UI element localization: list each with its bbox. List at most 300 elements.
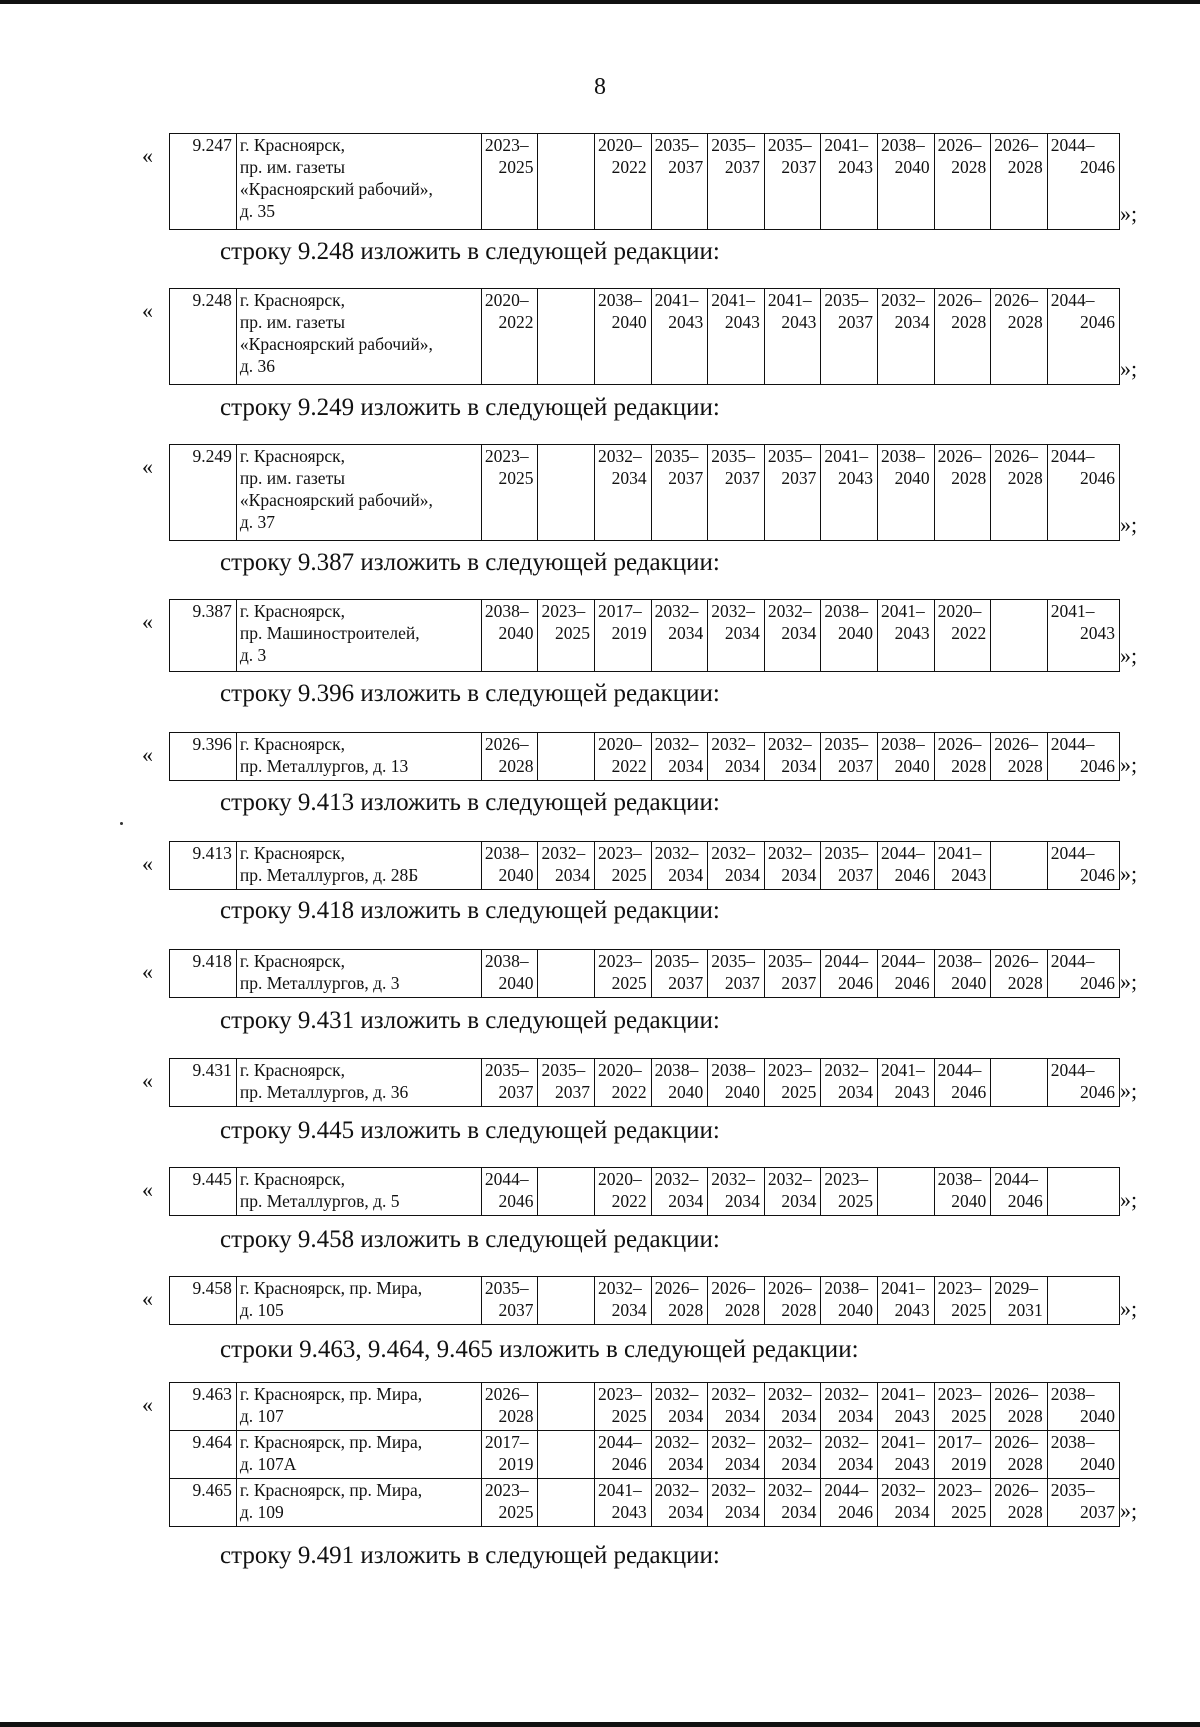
period-cell	[708, 289, 765, 385]
period-cell	[595, 842, 652, 890]
period-start: 2032–	[824, 1384, 869, 1404]
address-line: пр. им. газеты	[239, 312, 345, 332]
address-cell	[236, 733, 481, 781]
period-start: 2023–	[937, 1384, 982, 1404]
period-cell	[764, 950, 821, 998]
period-start: 2044–	[994, 1169, 1038, 1189]
period-cell	[538, 445, 595, 541]
period-cell	[991, 445, 1048, 541]
period-start: 2026–	[994, 1384, 1038, 1404]
period-end: 2022	[611, 157, 647, 177]
period-end: 2037	[498, 1082, 534, 1102]
period-end: 2019	[951, 1454, 987, 1474]
period-cell	[708, 600, 765, 672]
period-end: 2025	[555, 623, 591, 643]
period-start: 2038–	[824, 1278, 869, 1298]
address-line: д. 105	[239, 1300, 284, 1320]
period-start: 2044–	[1050, 135, 1095, 155]
period-end: 2037	[1080, 1502, 1115, 1522]
period-end: 2028	[1007, 468, 1043, 488]
address-cell	[236, 1059, 481, 1107]
period-end: 2034	[668, 1406, 704, 1426]
period-cell	[595, 445, 652, 541]
period-cell	[651, 134, 708, 230]
amendment-instruction: строку 9.458 изложить в следующей редакции:	[220, 1226, 720, 1253]
period-end: 2037	[724, 468, 760, 488]
period-start: 2035–	[824, 734, 869, 754]
period-start: 2044–	[881, 843, 925, 863]
period-end: 2034	[781, 756, 817, 776]
period-start: 2044–	[1050, 446, 1095, 466]
page-number: 8	[594, 74, 606, 100]
period-end: 2046	[1080, 157, 1115, 177]
closing-quote: »;	[1120, 1498, 1138, 1523]
period-end: 2037	[668, 973, 704, 993]
closing-quote: »;	[1120, 1078, 1138, 1103]
period-start: 2041–	[881, 1384, 925, 1404]
address-line: г. Красноярск,	[239, 1060, 346, 1080]
period-end: 2025	[498, 1502, 534, 1522]
period-start: 2041–	[881, 601, 925, 621]
period-end: 2040	[498, 623, 534, 643]
amendment-instruction: строку 9.445 изложить в следующей редакции:	[220, 1117, 720, 1144]
period-start: 2038–	[881, 135, 925, 155]
period-start: 2035–	[767, 951, 812, 971]
period-start: 2032–	[881, 1480, 925, 1500]
period-end: 2034	[781, 1191, 817, 1211]
address-cell	[236, 445, 481, 541]
period-cell	[651, 600, 708, 672]
period-end: 2040	[894, 468, 930, 488]
period-end: 2028	[498, 756, 534, 776]
scan-speck	[120, 822, 123, 825]
period-cell	[878, 842, 935, 890]
period-cell	[481, 1059, 538, 1107]
period-start: 2035–	[767, 135, 812, 155]
period-start: 2035–	[711, 951, 755, 971]
table-row	[170, 1479, 1120, 1527]
period-end: 2037	[668, 468, 704, 488]
period-cell	[708, 1059, 765, 1107]
period-cell	[708, 445, 765, 541]
address-cell	[236, 134, 481, 230]
period-cell	[1047, 842, 1119, 890]
period-cell	[708, 1168, 765, 1216]
period-cell	[934, 134, 991, 230]
period-start: 2032–	[711, 1480, 755, 1500]
row-number-cell: 9.463	[170, 1383, 237, 1431]
period-cell	[991, 733, 1048, 781]
closing-quote: »;	[1120, 356, 1138, 381]
period-end: 2025	[951, 1406, 987, 1426]
period-end: 2025	[951, 1502, 987, 1522]
period-end: 2022	[951, 623, 987, 643]
period-end: 2037	[781, 973, 817, 993]
period-cell	[595, 1479, 652, 1527]
period-cell	[481, 950, 538, 998]
period-cell	[538, 134, 595, 230]
period-start: 2038–	[937, 951, 982, 971]
opening-quote: «	[142, 742, 153, 767]
period-cell	[764, 445, 821, 541]
period-end: 2040	[1080, 1406, 1115, 1426]
period-cell	[1047, 1383, 1119, 1431]
period-cell	[651, 842, 708, 890]
row-number-cell: 9.387	[170, 600, 237, 672]
period-start: 2026–	[994, 135, 1038, 155]
address-line: «Красноярский рабочий»,	[239, 490, 433, 510]
period-end: 2046	[894, 973, 930, 993]
period-start: 2026–	[994, 1432, 1038, 1452]
period-end: 2040	[611, 312, 647, 332]
period-cell	[1047, 289, 1119, 385]
period-cell	[595, 1277, 652, 1325]
address-cell	[236, 1431, 481, 1479]
period-cell	[481, 1431, 538, 1479]
period-cell	[1047, 1168, 1119, 1216]
period-start: 2041–	[824, 446, 869, 466]
period-end: 2046	[951, 1082, 987, 1102]
period-start: 2032–	[711, 1384, 755, 1404]
closing-quote: »;	[1120, 201, 1138, 226]
row-number-cell: 9.249	[170, 445, 237, 541]
row-number-cell: 9.413	[170, 842, 237, 890]
period-cell	[821, 289, 878, 385]
table-row	[170, 600, 1120, 672]
period-cell	[764, 1383, 821, 1431]
period-end: 2043	[838, 157, 873, 177]
address-line: г. Красноярск,	[239, 290, 346, 310]
period-cell	[595, 134, 652, 230]
period-cell	[764, 1168, 821, 1216]
period-start: 2032–	[767, 1384, 812, 1404]
period-end: 2025	[838, 1191, 873, 1211]
period-cell	[934, 1059, 991, 1107]
period-start: 2032–	[654, 1480, 699, 1500]
period-start: 2038–	[484, 601, 529, 621]
period-start: 2041–	[937, 843, 982, 863]
amendment-table	[169, 732, 1120, 781]
period-cell	[878, 289, 935, 385]
period-start: 2020–	[484, 290, 529, 310]
period-cell	[991, 1479, 1048, 1527]
period-start: 2026–	[994, 1480, 1038, 1500]
period-cell	[595, 1168, 652, 1216]
period-cell	[934, 950, 991, 998]
amendment-instruction: строку 9.249 изложить в следующей редакции:	[220, 394, 720, 421]
period-cell	[821, 1059, 878, 1107]
address-line: пр. им. газеты	[239, 468, 345, 488]
period-start: 2026–	[484, 1384, 529, 1404]
period-end: 2043	[781, 312, 817, 332]
period-end: 2034	[611, 468, 647, 488]
period-start: 2026–	[484, 734, 529, 754]
opening-quote: «	[142, 298, 153, 323]
period-start: 2023–	[824, 1169, 869, 1189]
period-start: 2032–	[824, 1432, 869, 1452]
period-end: 2019	[611, 623, 647, 643]
period-cell	[708, 842, 765, 890]
period-cell	[764, 1479, 821, 1527]
period-start: 2038–	[824, 601, 869, 621]
period-start: 2041–	[711, 290, 755, 310]
period-start: 2017–	[484, 1432, 529, 1452]
period-start: 2032–	[767, 1432, 812, 1452]
period-cell	[481, 1168, 538, 1216]
period-end: 2046	[1080, 312, 1115, 332]
period-end: 2028	[498, 1406, 534, 1426]
period-end: 2034	[781, 623, 817, 643]
period-start: 2032–	[654, 601, 699, 621]
period-cell	[481, 1479, 538, 1527]
period-end: 2028	[951, 157, 987, 177]
opening-quote: «	[142, 959, 153, 984]
period-end: 2037	[724, 973, 760, 993]
address-line: г. Красноярск, пр. Мира,	[239, 1384, 423, 1404]
period-start: 2032–	[711, 1169, 755, 1189]
amendment-instruction: строку 9.418 изложить в следующей редакции:	[220, 897, 720, 924]
period-cell	[481, 842, 538, 890]
period-cell	[595, 1431, 652, 1479]
address-line: г. Красноярск, пр. Мира,	[239, 1278, 423, 1298]
period-start: 2038–	[598, 290, 642, 310]
period-cell	[481, 1277, 538, 1325]
period-cell	[595, 600, 652, 672]
period-end: 2028	[1007, 1502, 1043, 1522]
period-cell	[481, 600, 538, 672]
period-start: 2023–	[767, 1060, 812, 1080]
period-cell	[538, 1383, 595, 1431]
opening-quote: «	[142, 143, 153, 168]
period-cell	[991, 1431, 1048, 1479]
address-cell	[236, 1277, 481, 1325]
address-cell	[236, 600, 481, 672]
period-end: 2034	[724, 756, 760, 776]
period-end: 2040	[894, 157, 930, 177]
table-row	[170, 134, 1120, 230]
period-cell	[538, 842, 595, 890]
period-start: 2032–	[654, 1432, 699, 1452]
period-start: 2032–	[767, 1480, 812, 1500]
address-line: г. Красноярск,	[239, 601, 346, 621]
period-start: 2026–	[937, 290, 982, 310]
period-start: 2026–	[711, 1278, 755, 1298]
period-end: 2022	[611, 756, 647, 776]
period-cell	[991, 1383, 1048, 1431]
table-row	[170, 1383, 1120, 1431]
period-cell	[538, 289, 595, 385]
period-start: 2032–	[654, 734, 699, 754]
period-start: 2044–	[937, 1060, 982, 1080]
table-row	[170, 445, 1120, 541]
period-cell	[764, 289, 821, 385]
period-end: 2028	[1007, 973, 1043, 993]
period-cell	[764, 600, 821, 672]
period-start: 2038–	[484, 951, 529, 971]
period-cell	[934, 1383, 991, 1431]
period-cell	[991, 600, 1048, 672]
period-cell	[764, 1059, 821, 1107]
period-end: 2034	[668, 865, 704, 885]
period-end: 2028	[1007, 1454, 1043, 1474]
period-cell	[481, 134, 538, 230]
period-cell	[991, 134, 1048, 230]
period-start: 2023–	[484, 1480, 529, 1500]
period-cell	[708, 134, 765, 230]
period-start: 2038–	[881, 734, 925, 754]
period-cell	[651, 289, 708, 385]
address-cell	[236, 1383, 481, 1431]
amendment-table	[169, 949, 1120, 998]
row-number-cell: 9.247	[170, 134, 237, 230]
closing-quote: »;	[1120, 1296, 1138, 1321]
period-end: 2028	[1007, 157, 1043, 177]
period-cell	[821, 1383, 878, 1431]
period-cell	[991, 950, 1048, 998]
period-start: 2035–	[654, 135, 699, 155]
period-cell	[708, 950, 765, 998]
period-start: 2026–	[994, 446, 1038, 466]
period-end: 2025	[611, 973, 647, 993]
address-line: г. Красноярск, пр. Мира,	[239, 1432, 423, 1452]
period-cell	[538, 1479, 595, 1527]
period-start: 2044–	[1050, 290, 1095, 310]
period-end: 2046	[838, 973, 873, 993]
period-cell	[878, 733, 935, 781]
period-end: 2040	[498, 973, 534, 993]
period-start: 2020–	[937, 601, 982, 621]
period-cell	[764, 733, 821, 781]
period-start: 2035–	[484, 1278, 529, 1298]
period-start: 2035–	[541, 1060, 586, 1080]
period-end: 2040	[894, 756, 930, 776]
period-cell	[991, 1277, 1048, 1325]
period-end: 2046	[1007, 1191, 1043, 1211]
period-cell	[821, 600, 878, 672]
period-end: 2028	[1007, 756, 1043, 776]
address-cell	[236, 1168, 481, 1216]
period-start: 2020–	[598, 1060, 642, 1080]
period-cell	[538, 950, 595, 998]
period-cell	[595, 1383, 652, 1431]
address-line: д. 3	[239, 645, 267, 665]
period-cell	[1047, 950, 1119, 998]
period-start: 2035–	[711, 135, 755, 155]
period-start: 2038–	[654, 1060, 699, 1080]
period-end: 2043	[894, 1300, 930, 1320]
period-start: 2032–	[881, 290, 925, 310]
period-cell	[934, 600, 991, 672]
period-cell	[708, 1383, 765, 1431]
period-cell	[651, 1277, 708, 1325]
period-start: 2044–	[1050, 951, 1095, 971]
period-end: 2034	[781, 1502, 817, 1522]
address-line: «Красноярский рабочий»,	[239, 179, 433, 199]
period-end: 2043	[894, 1406, 930, 1426]
period-start: 2041–	[824, 135, 869, 155]
period-cell	[1047, 600, 1119, 672]
period-start: 2026–	[937, 446, 982, 466]
period-end: 2034	[724, 623, 760, 643]
period-end: 2025	[498, 157, 534, 177]
period-cell	[821, 842, 878, 890]
period-cell	[595, 289, 652, 385]
period-cell	[934, 1479, 991, 1527]
period-start: 2023–	[484, 135, 529, 155]
period-start: 2038–	[881, 446, 925, 466]
period-end: 2034	[781, 865, 817, 885]
period-cell	[934, 289, 991, 385]
period-start: 2044–	[598, 1432, 642, 1452]
period-end: 2046	[1080, 865, 1115, 885]
period-end: 2037	[838, 756, 873, 776]
closing-quote: »;	[1120, 861, 1138, 886]
address-cell	[236, 1479, 481, 1527]
period-end: 2046	[1080, 973, 1115, 993]
address-line: д. 36	[239, 356, 276, 376]
period-end: 2022	[611, 1191, 647, 1211]
period-start: 2035–	[824, 843, 869, 863]
period-end: 2034	[668, 756, 704, 776]
table-row	[170, 1277, 1120, 1325]
period-cell	[934, 733, 991, 781]
period-end: 2040	[951, 973, 987, 993]
closing-quote: »;	[1120, 1187, 1138, 1212]
period-cell	[878, 1479, 935, 1527]
amendment-table	[169, 133, 1120, 230]
period-cell	[708, 733, 765, 781]
period-end: 2043	[1080, 623, 1115, 643]
period-end: 2034	[611, 1300, 647, 1320]
table-row	[170, 289, 1120, 385]
period-start: 2038–	[711, 1060, 755, 1080]
period-cell	[764, 1277, 821, 1325]
period-cell	[878, 600, 935, 672]
period-end: 2025	[611, 865, 647, 885]
period-end: 2028	[724, 1300, 760, 1320]
period-end: 2043	[838, 468, 873, 488]
period-cell	[651, 950, 708, 998]
period-end: 2025	[781, 1082, 817, 1102]
address-line: пр. Машиностроителей,	[239, 623, 420, 643]
period-end: 2040	[668, 1082, 704, 1102]
opening-quote: «	[142, 851, 153, 876]
table-row	[170, 733, 1120, 781]
period-cell	[538, 733, 595, 781]
period-start: 2032–	[824, 1060, 869, 1080]
period-cell	[821, 134, 878, 230]
period-start: 2041–	[654, 290, 699, 310]
period-start: 2023–	[598, 843, 642, 863]
period-cell	[821, 1168, 878, 1216]
period-end: 2040	[1080, 1454, 1115, 1474]
closing-quote: »;	[1120, 643, 1138, 668]
period-end: 2046	[838, 1502, 873, 1522]
row-number-cell: 9.445	[170, 1168, 237, 1216]
period-start: 2035–	[711, 446, 755, 466]
period-start: 2020–	[598, 135, 642, 155]
period-end: 2028	[1007, 1406, 1043, 1426]
period-cell	[538, 1277, 595, 1325]
period-cell	[481, 445, 538, 541]
address-line: д. 35	[239, 201, 276, 221]
period-cell	[821, 1431, 878, 1479]
address-line: г. Красноярск,	[239, 951, 346, 971]
period-start: 2026–	[994, 734, 1038, 754]
table-row	[170, 1168, 1120, 1216]
period-end: 2037	[668, 157, 704, 177]
period-cell	[878, 1277, 935, 1325]
